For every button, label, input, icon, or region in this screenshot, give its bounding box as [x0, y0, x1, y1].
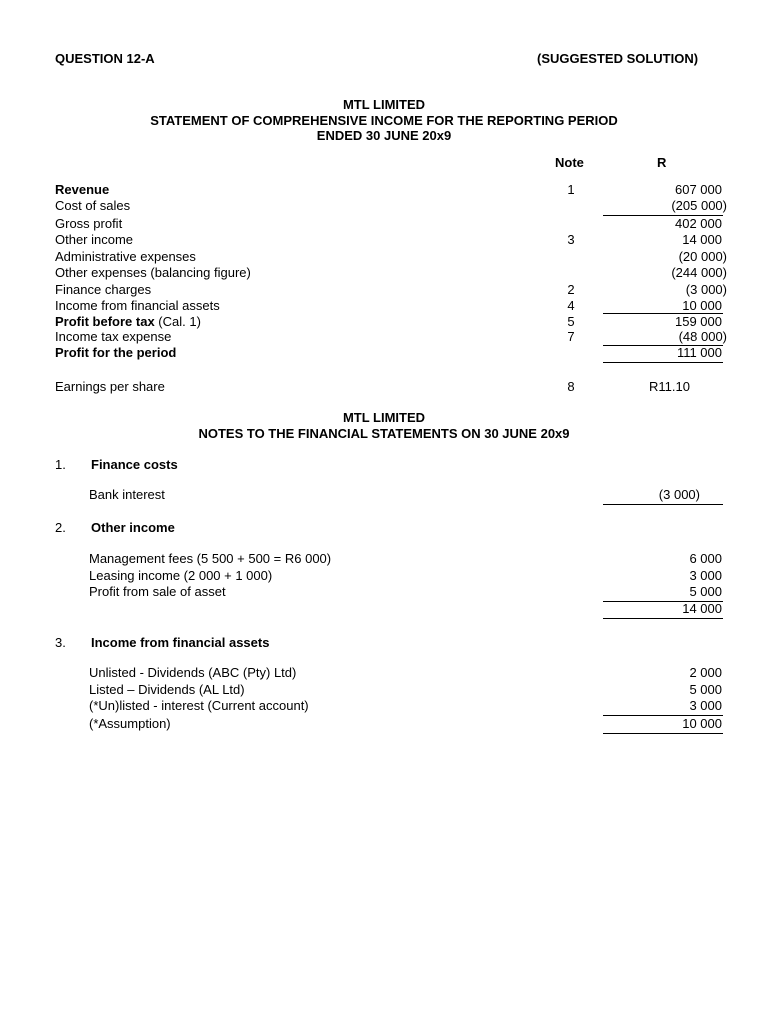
row-amount: (3 000)	[685, 282, 727, 297]
row-note: 5	[567, 314, 575, 329]
row-label: Gross profit	[55, 216, 123, 231]
row-label-group	[55, 314, 201, 330]
row-amount: 111 000	[676, 345, 722, 360]
total-rule	[603, 618, 723, 619]
note-item-amount: 5 000	[689, 584, 722, 599]
note-number: 3.	[55, 635, 66, 650]
note-item-amount: 10 000	[682, 716, 722, 731]
row-amount: 607 000	[675, 182, 722, 197]
note-item-label: Management fees (5 500 + 500 = R6 000)	[89, 551, 332, 566]
statement-title: STATEMENT OF COMPREHENSIVE INCOME FOR THE REPORTING PERIOD	[150, 113, 618, 128]
note-item-label: Leasing income (2 000 + 1 000)	[89, 568, 273, 583]
note-number: 1.	[55, 457, 66, 472]
row-label: Other income	[55, 232, 134, 247]
note-heading: Finance costs	[91, 457, 178, 472]
question-label: QUESTION 12-A	[55, 51, 155, 66]
notes-company-name: MTL LIMITED	[342, 410, 426, 425]
row-amount: (205 000)	[671, 198, 727, 213]
row-label: Cost of sales	[55, 198, 131, 213]
note-item-amount: 6 000	[689, 551, 722, 566]
row-label-reference: (Cal. 1)	[154, 314, 201, 329]
note-heading: Income from financial assets	[91, 635, 270, 650]
row-note: 7	[567, 329, 575, 344]
row-amount: (20 000)	[678, 249, 727, 264]
note-item-amount: (3 000)	[658, 487, 700, 502]
row-note: 2	[567, 282, 575, 297]
statement-company-name: MTL LIMITED	[342, 97, 426, 112]
row-note: 4	[567, 298, 575, 313]
row-label: Finance charges	[55, 282, 152, 297]
note-item-amount: 5 000	[689, 682, 722, 697]
row-label: Income from financial assets	[55, 298, 220, 313]
note-item-label: Listed – Dividends (AL Ltd)	[89, 682, 245, 697]
note-item-amount: 2 000	[689, 665, 722, 680]
statement-period: ENDED 30 JUNE 20x9	[316, 128, 452, 143]
amount-column-header: R	[657, 155, 667, 170]
note-item-label: Profit from sale of asset	[89, 584, 226, 599]
row-note: 3	[567, 232, 575, 247]
note-item-amount: 3 000	[689, 698, 722, 713]
row-label: Income tax expense	[55, 329, 172, 344]
note-total: 14 000	[682, 601, 722, 616]
row-amount: 402 000	[675, 216, 722, 231]
row-amount: 159 000	[675, 314, 722, 329]
row-label: Profit before tax	[55, 314, 155, 329]
note-item-label: (*Un)listed - interest (Current account)	[89, 698, 309, 713]
row-amount: (244 000)	[671, 265, 727, 280]
row-amount: 10 000	[682, 298, 722, 313]
row-amount: (48 000)	[678, 329, 727, 344]
suggested-solution-label: (SUGGESTED SOLUTION)	[537, 51, 699, 66]
notes-title: NOTES TO THE FINANCIAL STATEMENTS ON 30 JUNE 20x9	[198, 426, 570, 441]
note-heading: Other income	[91, 520, 175, 535]
row-label: Administrative expenses	[55, 249, 196, 264]
note-item-label: Bank interest	[89, 487, 165, 502]
note-column-header: Note	[555, 155, 584, 170]
row-note: 1	[567, 182, 575, 197]
row-label: Revenue	[55, 182, 110, 197]
eps-label: Earnings per share	[55, 379, 165, 394]
total-rule	[603, 362, 723, 363]
row-label: Profit for the period	[55, 345, 177, 360]
eps-amount: R11.10	[649, 379, 690, 394]
note-number: 2.	[55, 520, 66, 535]
total-rule	[603, 733, 723, 734]
eps-note: 8	[567, 379, 575, 394]
note-item-label: Unlisted - Dividends (ABC (Pty) Ltd)	[89, 665, 297, 680]
note-item-amount: 3 000	[689, 568, 722, 583]
row-label: Other expenses (balancing figure)	[55, 265, 251, 280]
row-amount: 14 000	[682, 232, 722, 247]
total-rule	[603, 504, 723, 505]
note-item-label: (*Assumption)	[89, 716, 171, 731]
